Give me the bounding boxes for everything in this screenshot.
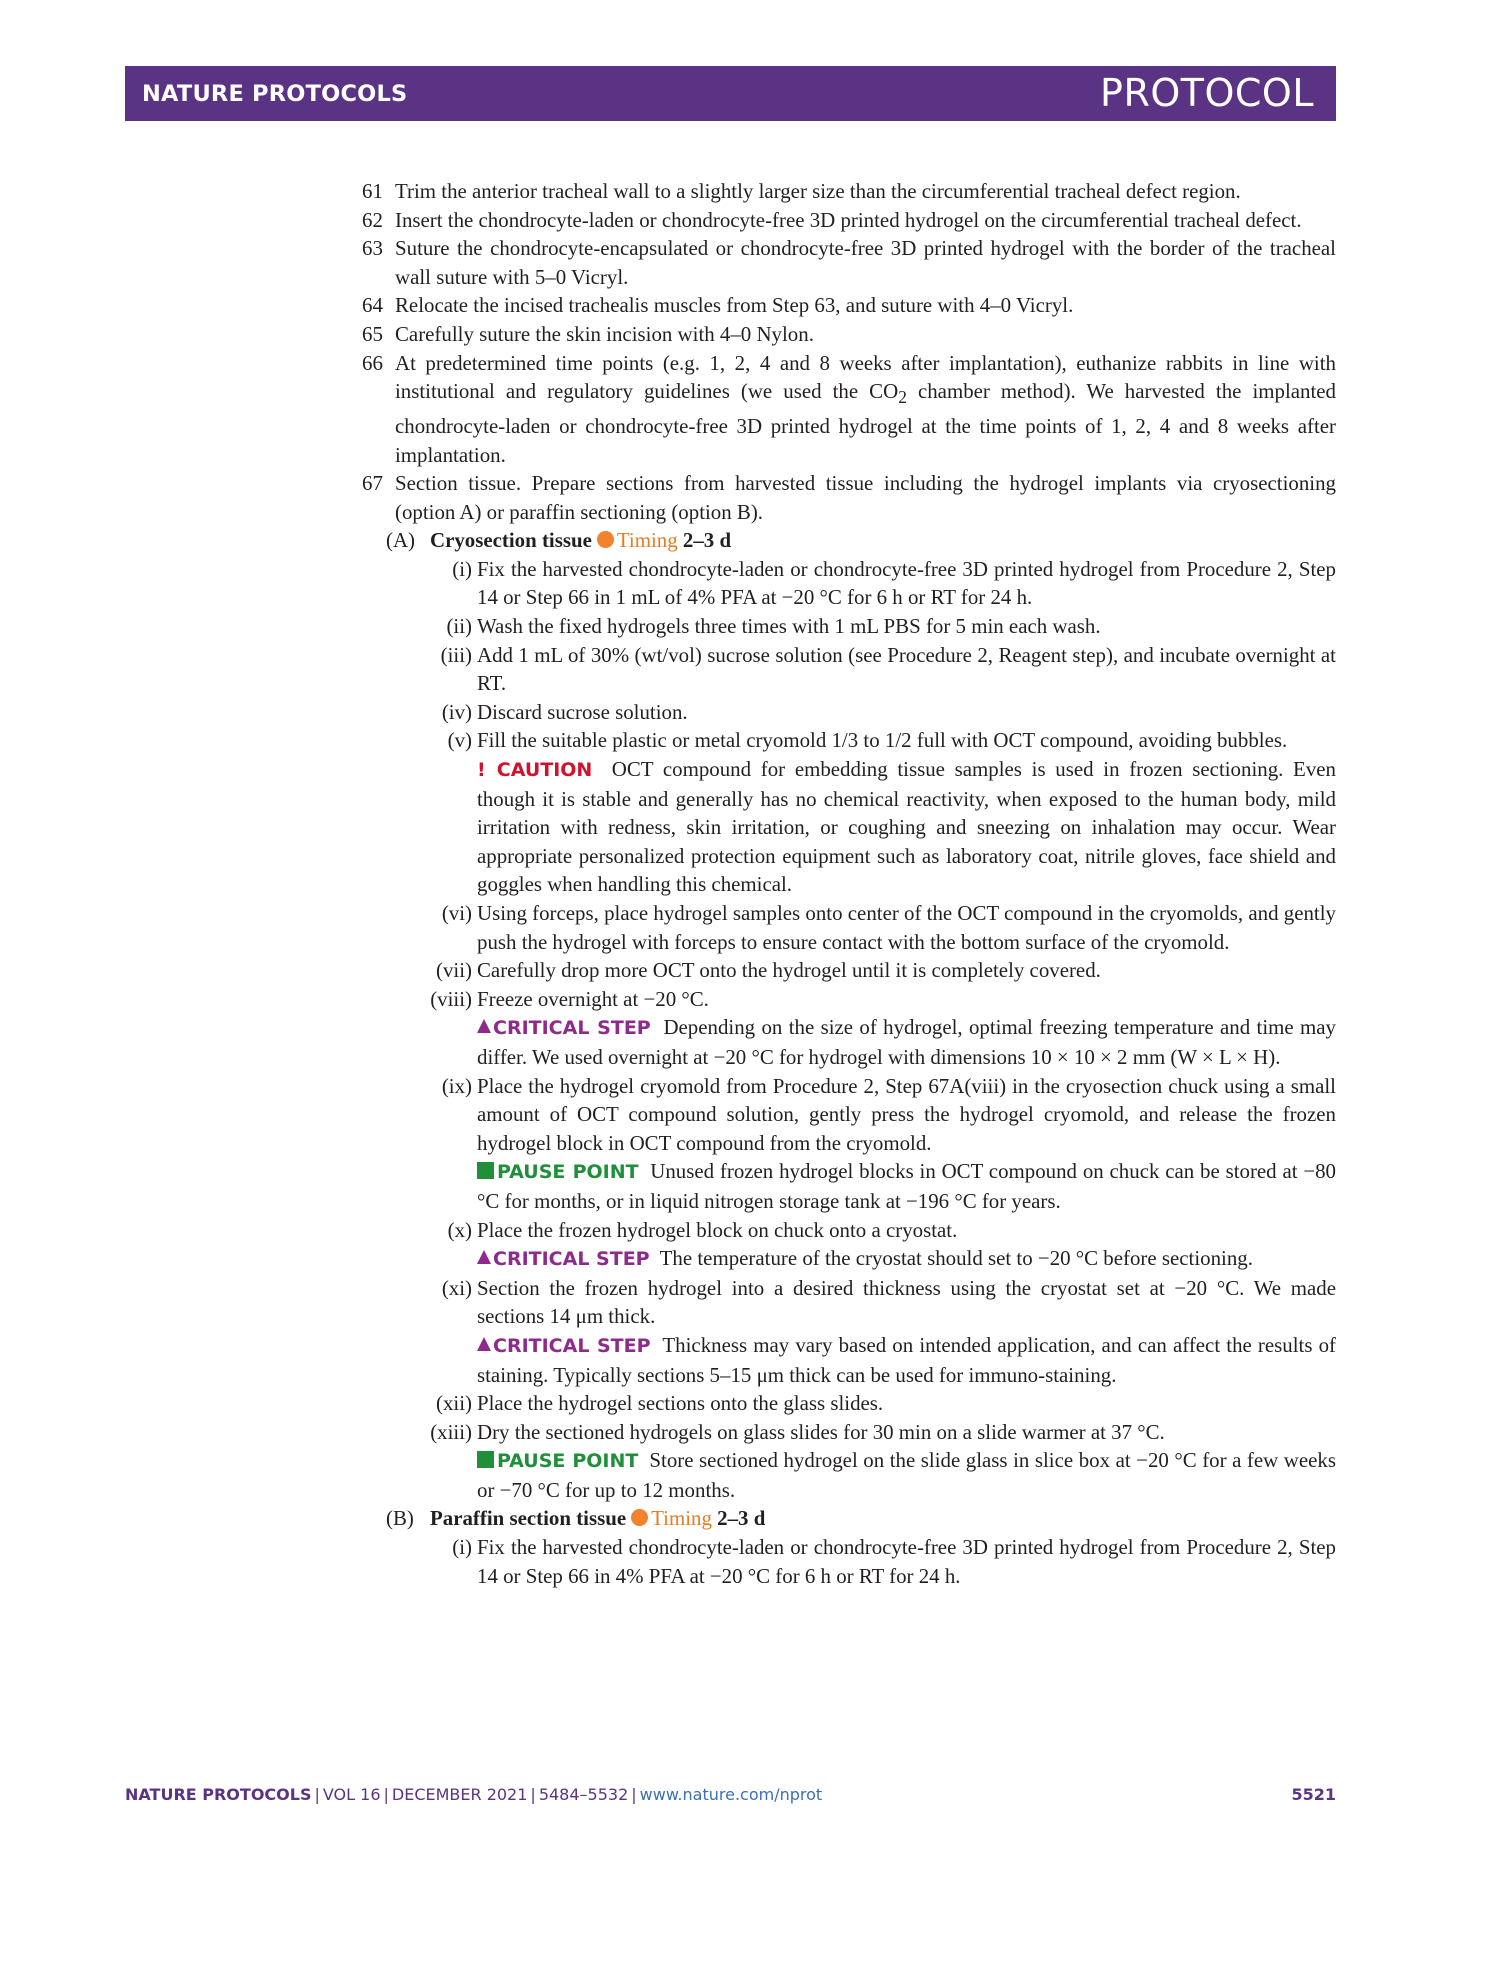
pause-square-icon — [477, 1162, 494, 1179]
critical-tag: CRITICAL STEP — [493, 1334, 651, 1357]
step-67 — [362, 469, 1336, 526]
substep-number: (i) — [452, 1535, 472, 1560]
step-text: Trim the anterior tracheal wall to a slightly larger size than the circumferential tracheal defect region. — [395, 179, 1241, 203]
timing-label: Timing — [616, 528, 678, 553]
step-number: 67 — [362, 471, 383, 496]
substep-number: (vi) — [441, 901, 472, 926]
caution-tag: ! CAUTION — [477, 759, 593, 782]
substep-b-i — [452, 1533, 1336, 1590]
step-62 — [362, 206, 1336, 235]
substep-text: Place the frozen hydrogel block on chuck onto a cryostat. — [477, 1217, 958, 1242]
pause-square-icon — [477, 1451, 494, 1468]
critical-triangle-icon — [477, 1250, 491, 1264]
pause-point-note — [477, 1446, 1336, 1504]
step-number: 61 — [362, 179, 383, 203]
caution-note — [477, 755, 1336, 899]
substep-a-iii — [440, 641, 1336, 698]
critical-tag: CRITICAL STEP — [493, 1017, 651, 1040]
pause-text: Unused frozen hydrogel blocks in OCT compound on chuck can be stored at −80 °C for months, or in liquid nitrogen storage tank at −196 °C for years. — [477, 1159, 1337, 1213]
substep-number: (x) — [447, 1217, 472, 1242]
substep-text: Place the hydrogel sections onto the glass slides. — [477, 1391, 884, 1416]
option-b-heading — [386, 1504, 1336, 1533]
substep-number: (iv) — [441, 699, 472, 724]
substep-number: (v) — [447, 728, 472, 753]
option-title: Paraffin section tissue — [430, 1506, 627, 1531]
critical-triangle-icon — [477, 1337, 491, 1351]
substep-number: (ix) — [441, 1073, 472, 1098]
option-label: (B) — [386, 1506, 414, 1531]
step-61 — [362, 177, 1336, 206]
timing-dot-icon — [631, 1509, 648, 1526]
critical-step-note — [477, 1244, 1336, 1274]
option-a-heading — [386, 526, 1336, 555]
step-66 — [362, 349, 1337, 470]
page-number: 5521 — [1291, 1785, 1336, 1804]
step-text-part: At predetermined time points (e.g. 1, 2, 4 and 8 weeks after implantation), euthanize rabbits in line with institutional and regulatory guidelines (we used the CO — [395, 350, 1336, 404]
substep-a-iv — [441, 698, 1336, 727]
substep-a-v — [447, 726, 1336, 755]
journal-name: NATURE PROTOCOLS — [142, 81, 408, 107]
substep-a-vii — [436, 956, 1336, 985]
critical-triangle-icon — [477, 1019, 491, 1033]
substep-number: (iii) — [440, 642, 472, 667]
substep-number: (xiii) — [430, 1419, 472, 1444]
substep-a-xi — [441, 1274, 1336, 1331]
footer-url-link[interactable]: www.nature.com/nprot — [639, 1785, 823, 1804]
co2-subscript: 2 — [898, 387, 907, 408]
substep-text: Place the hydrogel cryomold from Procedure 2, Step 67A(viii) in the cryosection chuck using a small amount of OCT compound solution, gently press the hydrogel cryomold, and release the frozen hydrogel block in OCT compound from the cryomold. — [477, 1073, 1336, 1155]
substep-text: Fill the suitable plastic or metal cryomold 1/3 to 1/2 full with OCT compound, avoiding bubbles. — [477, 728, 1288, 753]
footer-volume: VOL 16 — [322, 1785, 381, 1804]
substep-number: (xii) — [436, 1391, 472, 1416]
step-number: 64 — [362, 293, 383, 318]
footer-citation: NATURE PROTOCOLS | VOL 16 | DECEMBER 2021 | 5484–5532 | www.nature.com/nprot — [125, 1785, 823, 1804]
step-number: 66 — [362, 350, 383, 375]
step-text: Relocate the incised trachealis muscles from Step 63, and suture with 4–0 Vicryl. — [395, 293, 1074, 318]
protocol-body — [362, 177, 1337, 1590]
step-text-part: chamber method). We harvested the implanted chondrocyte-laden or chondrocyte-free 3D printed hydrogel at the time points of 1, 2, 4 and 8 weeks after implantation. — [395, 379, 1337, 467]
critical-step-note — [477, 1013, 1336, 1071]
substep-text: Fix the harvested chondrocyte-laden or chondrocyte-free 3D printed hydrogel from Procedure 2, Step 14 or Step 66 in 4% PFA at −20 °C for 6 h or RT for 24 h. — [477, 1535, 1336, 1588]
journal-header-bar — [125, 66, 1336, 121]
substep-a-xii — [436, 1389, 1336, 1418]
substep-number: (viii) — [430, 986, 472, 1011]
step-text: Suture the chondrocyte-encapsulated or chondrocyte-free 3D printed hydrogel with the border of the tracheal wall suture with 5–0 Vicryl. — [395, 236, 1336, 289]
footer-journal: NATURE PROTOCOLS — [125, 1785, 312, 1804]
step-number: 63 — [362, 236, 383, 261]
substep-text: Add 1 mL of 30% (wt/vol) sucrose solution (see Procedure 2, Reagent step), and incubate overnight at RT. — [477, 642, 1336, 696]
timing-value: 2–3 d — [682, 528, 732, 553]
substep-number: (vii) — [436, 958, 472, 983]
substep-a-viii — [430, 985, 1336, 1014]
substep-number: (ii) — [446, 614, 472, 639]
substep-text: Section the frozen hydrogel into a desired thickness using the cryostat set at −20 °C. We made sections 14 μm thick. — [477, 1275, 1336, 1329]
substep-text: Using forceps, place hydrogel samples onto center of the OCT compound in the cryomolds, and gently push the hydrogel with forceps to ensure contact with the bottom surface of the cryomold. — [477, 901, 1336, 954]
step-text: Carefully suture the skin incision with 4–0 Nylon. — [395, 321, 814, 346]
substep-a-vi — [441, 899, 1336, 956]
step-number: 65 — [362, 321, 383, 346]
timing-label: Timing — [651, 1506, 712, 1531]
substep-number: (i) — [452, 556, 472, 581]
substep-text: Wash the fixed hydrogels three times with 1 mL PBS for 5 min each wash. — [477, 614, 1101, 639]
critical-text: The temperature of the cryostat should set to −20 °C before sectioning. — [659, 1246, 1253, 1271]
substep-a-ii — [446, 612, 1336, 641]
pause-tag: PAUSE POINT — [497, 1450, 639, 1473]
step-text: Section tissue. Prepare sections from harvested tissue including the hydrogel implants via cryosectioning (option A) or paraffin sectioning (option B). — [395, 471, 1336, 524]
article-type: PROTOCOL — [1100, 71, 1314, 115]
substep-text: Freeze overnight at −20 °C. — [477, 986, 709, 1011]
substep-text: Carefully drop more OCT onto the hydrogel until it is completely covered. — [477, 958, 1101, 983]
option-title: Cryosection tissue — [430, 528, 592, 553]
substep-a-x — [447, 1216, 1336, 1245]
substep-a-ix — [441, 1072, 1336, 1158]
critical-text: Thickness may vary based on intended application, and can affect the results of staining. Typically sections 5–15 μm thick can be used for immuno-staining. — [477, 1332, 1336, 1387]
option-label: (A) — [386, 528, 416, 553]
substep-a-i — [452, 555, 1336, 612]
critical-step-note — [477, 1331, 1336, 1389]
substep-a-xiii — [430, 1418, 1336, 1447]
pause-text: Store sectioned hydrogel on the slide glass in slice box at −20 °C for a few weeks or −70 °C for up to 12 months. — [477, 1448, 1336, 1502]
critical-tag: CRITICAL STEP — [493, 1248, 650, 1271]
footer-date: DECEMBER 2021 — [391, 1785, 528, 1804]
substep-text: Fix the harvested chondrocyte-laden or chondrocyte-free 3D printed hydrogel from Procedure 2, Step 14 or Step 66 in 1 mL of 4% PFA at −20 °C for 6 h or RT for 24 h. — [477, 556, 1336, 610]
substep-number: (xi) — [441, 1275, 472, 1300]
caution-text: OCT compound for embedding tissue samples is used in frozen sectioning. Even though it is stable and generally has no chemical reactivity, when exposed to the human body, mild irritation with redness, skin irritation, or coughing and sneezing on inhalation may occur. Wear appropriate personalized protection equipment such as laboratory coat, nitrile gloves, face shield and goggles when handling this chemical. — [477, 757, 1336, 897]
timing-value: 2–3 d — [717, 1506, 766, 1531]
step-63 — [362, 234, 1336, 291]
step-text: Insert the chondrocyte-laden or chondrocyte-free 3D printed hydrogel on the circumferential tracheal defect. — [395, 207, 1302, 232]
step-64 — [362, 291, 1336, 320]
critical-text: Depending on the size of hydrogel, optimal freezing temperature and time may differ. We used overnight at −20 °C for hydrogel with dimensions 10 × 10 × 2 mm (W × L × H). — [477, 1015, 1336, 1069]
page-footer — [125, 1785, 1336, 1811]
pause-point-note — [477, 1157, 1336, 1215]
step-65 — [362, 320, 1336, 349]
step-number: 62 — [362, 207, 383, 232]
footer-pages: 5484–5532 — [538, 1785, 629, 1804]
substep-text: Dry the sectioned hydrogels on glass slides for 30 min on a slide warmer at 37 °C. — [477, 1419, 1165, 1444]
substep-text: Discard sucrose solution. — [477, 699, 688, 724]
timing-dot-icon — [597, 531, 614, 548]
pause-tag: PAUSE POINT — [497, 1161, 639, 1184]
